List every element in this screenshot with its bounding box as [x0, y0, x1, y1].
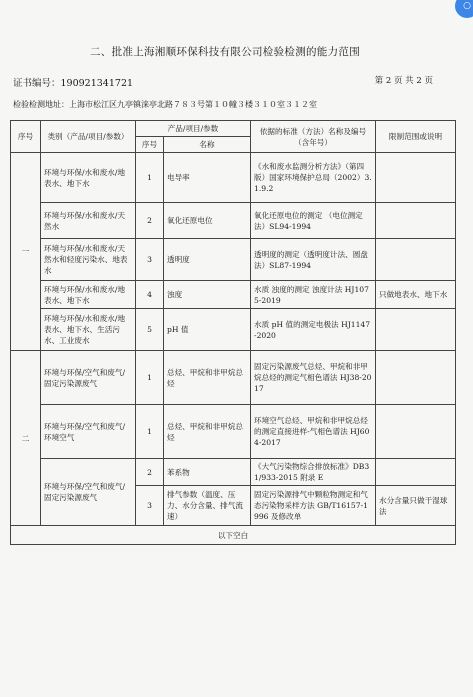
test-address: 检验检测地址：上海市松江区九亭镇涞亭北路７８３号第１０幢３楼３１０室３１２室 [13, 100, 317, 109]
table-row [11, 153, 456, 203]
header-item-seq: 序号 [136, 137, 164, 153]
header-limit: 限制范围或说明 [376, 121, 456, 153]
table-row [11, 459, 456, 486]
cell-name: 苯系物 [164, 459, 251, 486]
cell-no: 3 [136, 239, 164, 281]
header-item-name: 名称 [164, 137, 251, 153]
cell-category: 环境与环保/空气和废气/环境空气 [41, 405, 136, 459]
cell-limit [376, 459, 456, 486]
group-seq: 一 [11, 153, 41, 351]
cell-category: 环境与环保/空气和废气/固定污染源废气 [41, 459, 136, 526]
cell-limit [376, 405, 456, 459]
cell-category: 环境与环保/水和废水/地表水、地下水、生活污水、工业废水 [41, 309, 136, 351]
cell-limit: 只做地表水、地下水 [376, 281, 456, 309]
cell-limit [376, 309, 456, 351]
header-seq: 序号 [11, 121, 41, 153]
table-row [11, 405, 456, 459]
document-title: 二、批准上海湘顺环保科技有限公司检验检测的能力范围 [90, 46, 360, 58]
cell-standard: 固定污染源排气中颗粒物测定和气态污染物采样方法 GB/T16157-1996 及修改单 [251, 486, 376, 526]
cell-name: 总烃、甲烷和非甲烷总烃 [164, 405, 251, 459]
certificate-number: 证书编号：190921341721 [13, 78, 134, 89]
cell-name: pH 值 [164, 309, 251, 351]
cell-name: 浊度 [164, 281, 251, 309]
header-category: 类别（产品/项目/参数） [41, 121, 136, 153]
cell-standard: 环境空气总烃、甲烷和非甲烷总烃的测定直接进样-气相色谱法 HJ604-2017 [251, 405, 376, 459]
page-indicator: 第 2 页 共 2 页 [374, 76, 433, 86]
group-seq: 二 [11, 351, 41, 526]
cell-limit [376, 203, 456, 239]
cell-standard: 《水和废水监测分析方法》（第四版）国家环境保护总局（2002）3.1.9.2 [251, 153, 376, 203]
header-standard: 依据的标准（方法）名称及编号（含年号） [251, 121, 376, 153]
table-row [11, 203, 456, 239]
footer-note: 以下空白 [11, 526, 456, 545]
cell-no: 2 [136, 203, 164, 239]
cell-category: 环境与环保/水和废水/地表水、地下水 [41, 153, 136, 203]
cell-category: 环境与环保/水和废水/天然水和轻度污染水、地表水 [41, 239, 136, 281]
cell-no: 4 [136, 281, 164, 309]
cell-limit [376, 153, 456, 203]
cell-name: 氧化还原电位 [164, 203, 251, 239]
cell-limit [376, 239, 456, 281]
cell-name: 排气参数（温度、压力、水分含量、排气流速） [164, 486, 251, 526]
table-header-row [11, 121, 456, 137]
table-row [11, 309, 456, 351]
cell-category: 环境与环保/水和废水/地表水、地下水 [41, 281, 136, 309]
cell-limit [376, 351, 456, 405]
table-footer-row [11, 526, 456, 545]
corner-badge: ○ [455, 0, 473, 18]
header-product-group: 产品/项目/参数 [136, 121, 251, 137]
cell-no: 2 [136, 459, 164, 486]
cell-no: 3 [136, 486, 164, 526]
cell-no: 1 [136, 405, 164, 459]
table-row [11, 281, 456, 309]
cell-limit: 水分含量只做干湿球法 [376, 486, 456, 526]
cell-name: 透明度 [164, 239, 251, 281]
cell-no: 1 [136, 351, 164, 405]
cell-name: 总烃、甲烷和非甲烷总烃 [164, 351, 251, 405]
cell-standard: 透明度的测定（透明度计法、圆盘法）SL87-1994 [251, 239, 376, 281]
table-row [11, 351, 456, 405]
capability-table [10, 120, 456, 545]
cell-standard: 水质 pH 值的测定电极法 HJ1147-2020 [251, 309, 376, 351]
cell-name: 电导率 [164, 153, 251, 203]
cell-standard: 固定污染源废气总烃、甲烷和非甲烷总烃的测定气相色谱法 HJ38-2017 [251, 351, 376, 405]
cell-standard: 水质 浊度的测定 浊度计法 HJ1075-2019 [251, 281, 376, 309]
table-row [11, 239, 456, 281]
cell-standard: 氧化还原电位的测定 （电位测定法）SL94-1994 [251, 203, 376, 239]
cell-no: 1 [136, 153, 164, 203]
cell-category: 环境与环保/空气和废气/固定污染源废气 [41, 351, 136, 405]
cell-no: 5 [136, 309, 164, 351]
cell-category: 环境与环保/水和废水/天然水 [41, 203, 136, 239]
cell-standard: 《大气污染物综合排放标准》DB31/933-2015 附录 E [251, 459, 376, 486]
